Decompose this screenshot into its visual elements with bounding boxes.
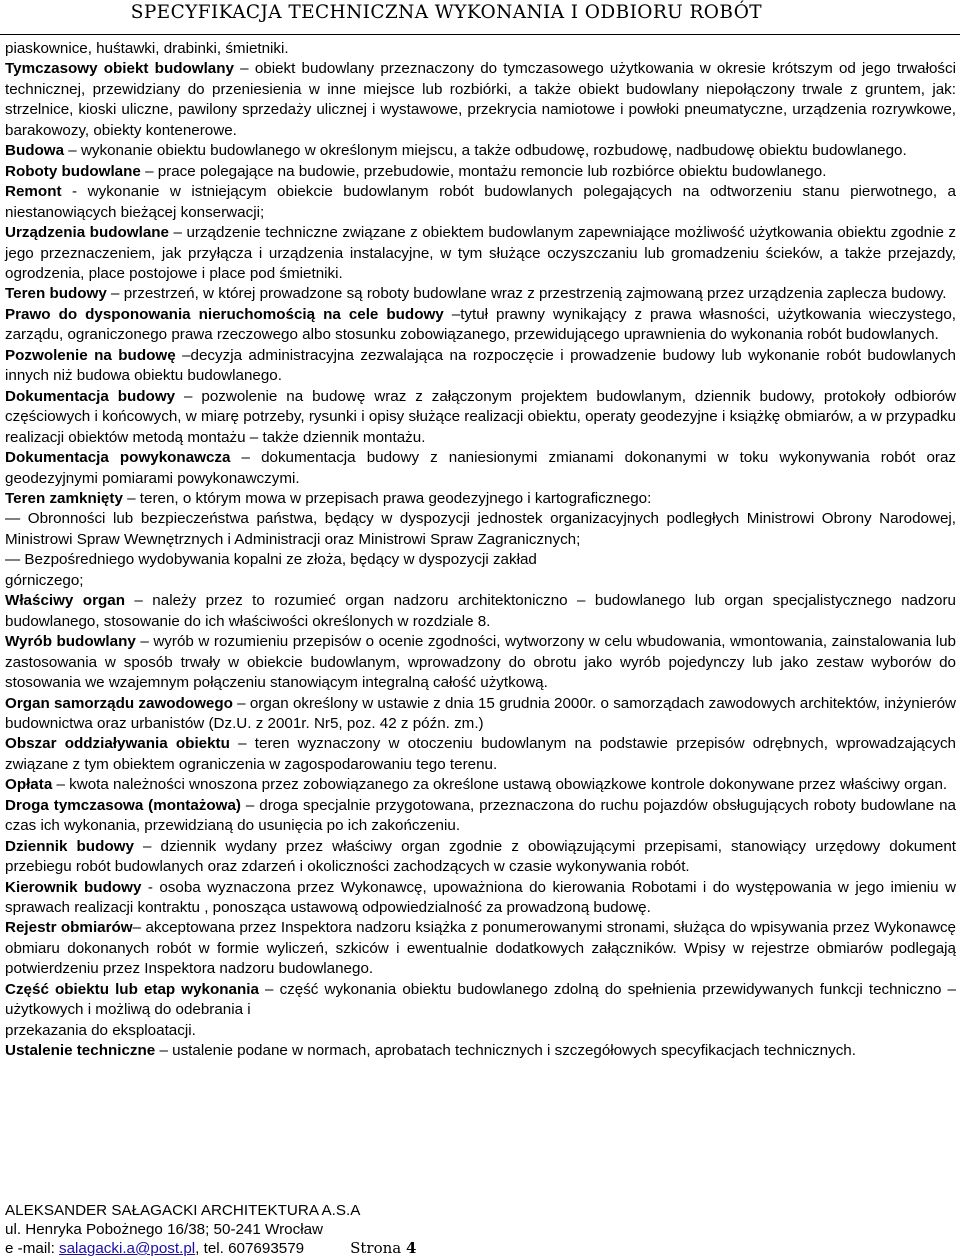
definition-term: Teren budowy: [5, 285, 107, 303]
page-header: [0, 2, 960, 35]
definition-text: droga specjalnie przygotowana, przeznaczona do ruchu pojazdów obsługujących roboty budowlane na czas ich wykonania, przewidzianą do usunięcia po ich zakończeniu.: [5, 796, 957, 835]
definition-paragraph: [5, 489, 956, 509]
definition-paragraph: [5, 571, 956, 591]
definition-separator: –: [229, 735, 255, 753]
definition-text: wyrób w rozumieniu przepisów o ocenie zgodności, wytworzony w celu wbudowania, wmontowania, zainstalowania lub zastosowania w sposób trwały w obiekcie budowlanym, wprowadzony do obrotu jako wyrób pojedynczy lub jako zestaw wyborów do stosowania we wzajemnym połączeniu stanowiącym integralną całość użytkową.: [5, 633, 956, 692]
definition-separator: –: [230, 449, 262, 467]
definition-separator: –: [443, 305, 461, 323]
definition-text: — Bezpośredniego wydobywania kopalni ze złoża, będący w dyspozycji zakład: [5, 551, 537, 569]
definition-text: kwota należności wnoszona przez zobowiązanego za określone ustawą obowiązkowe kontrole dokonywane przez właściwy organ.: [69, 776, 948, 794]
document-body: [5, 39, 956, 1062]
definition-text: organ określony w ustawie z dnia 15 grudnia 2000r. o samorządach zawodowych architektów, inżynierów budownictwa oraz urbanistów (Dz.U. z 2001r. Nr5, poz. 42 z późn. zm.): [5, 694, 956, 732]
definition-separator: –: [175, 387, 202, 405]
definition-term: Remont: [5, 183, 62, 201]
definition-term: Urządzenia budowlane: [5, 224, 169, 242]
definition-term: Właściwy organ: [5, 592, 125, 610]
definition-text: prace polegające na budowie, przebudowie, montażu remoncie lub rozbiórce obiektu budowlanego.: [157, 162, 827, 180]
definition-term: Rejestr obmiarów: [5, 919, 133, 937]
definition-separator: –: [52, 776, 70, 794]
definition-separator: –: [155, 1042, 173, 1060]
definition-separator: –: [232, 694, 250, 712]
definition-paragraph: [5, 162, 956, 182]
definition-paragraph: [5, 878, 956, 919]
definition-text: osoba wyznaczona przez Wykonawcę, upoważniona do kierowania Robotami i do występowania w jego imieniu w sprawach realizacji kontraktu , ponosząca ustawową odpowiedzialność za prowadzoną budowę.: [5, 878, 956, 917]
definition-paragraph: [5, 387, 956, 448]
definition-text: teren, o którym mowa w przepisach prawa geodezyjnego i kartograficznego:: [139, 489, 652, 507]
definition-paragraph: [5, 284, 956, 304]
footer-phone: , tel. 607693579: [195, 1240, 305, 1257]
page-footer: [5, 1201, 955, 1258]
definition-term: Teren zamknięty: [5, 489, 123, 507]
definition-separator: –: [135, 633, 154, 651]
definition-text: przestrzeń, w której prowadzone są roboty budowlane wraz z przestrzenią zajmowaną przez urządzenia zaplecza budowy.: [123, 285, 947, 303]
definition-text: pozwolenie na budowę wraz z załączonym projektem budowlanym, dziennik budowy, protokoły odbiorów częściowych i końcowych, w miarę potrzeby, rysunki i opisy służące realizacji obiektu, operaty geodezyjne i książkę obmiarów, a w przypadku realizacji obiektów metodą montażu – także dziennik montażu.: [5, 387, 956, 446]
header-title: SPECYFIKACJA TECHNICZNA WYKONANIA I ODBIORU ROBÓT: [130, 2, 762, 23]
definition-separator: -: [61, 183, 88, 201]
definition-paragraph: [5, 1041, 956, 1061]
definition-term: Pozwolenie na budowę: [5, 346, 176, 364]
definition-term: Organ samorządu zawodowego: [5, 694, 233, 712]
definition-paragraph: [5, 632, 956, 693]
definition-separator: –: [132, 919, 146, 937]
definition-text: tytuł prawny wynikający z prawa własności, użytkowania wieczystego, zarządu, ograniczonego prawa rzeczowego albo stosunku zobowiązanego, przewidującego uprawnienia do wykonania robót budowlanych.: [5, 305, 956, 344]
page-number-label: [350, 1239, 416, 1257]
definition-paragraph: [5, 346, 956, 387]
definition-term: Droga tymczasowa (montażowa): [5, 796, 241, 814]
definition-text: urządzenie techniczne związane z obiektem budowlanym zapewniające możliwość użytkowania obiektu zgodnie z jego przeznaczeniem, jak przyłącza i urządzenia instalacyjne, w tym służące oczyszczaniu lub gromadzeniu ścieków, a także przejazdy, ogrodzenia, place postojowe i place pod śmietniki.: [5, 224, 956, 282]
definition-paragraph: [5, 1021, 956, 1041]
definition-text: obiekt budowlany przeznaczony do tymczasowego użytkowania w okresie krótszym od jego trwałości technicznej, przewidziany do przeniesienia w inne miejsce lub rozbiórki, a także obiekt budowlany niepołączony trwale z gruntem, jak: strzelnice, kioski uliczne, pawilony sprzedaży ulicznej i wystawowe, przekrycia namiotowe i powłoki pneumatyczne, urządzenia rozrywkowe, barakowozy, obiekty kontenerowe.: [5, 60, 956, 139]
footer-contact: [5, 1239, 955, 1258]
definition-separator: –: [175, 346, 191, 364]
definition-term: Dokumentacja budowy: [5, 387, 176, 405]
definition-text: należy przez to rozumieć organ nadzoru architektoniczno – budowlanego lub organ specjalistycznego nadzoru budowlanego, stosowanie do ich właściwości określonych w rozdziale 8.: [5, 592, 956, 630]
definition-text: akceptowana przez Inspektora nadzoru książka z ponumerowanymi stronami, służąca do wpisywania przez Wykonawcę obmiaru dokonanych robót w formie wyliczeń, szkiców i ewentualnie dodatkowych załączników. Wpisy w rejestrze obmiarów podlegają potwierdzeniu przez Inspektora nadzoru budowlanego.: [5, 919, 956, 978]
definition-separator: –: [241, 796, 260, 814]
definition-text: decyzja administracyjna zezwalająca na rozpoczęcie i prowadzenie budowy lub wykonanie robót budowlanych innych niż budowa obiektu budowlanego.: [5, 346, 956, 385]
definition-paragraph: [5, 734, 956, 775]
definition-paragraph: [5, 305, 956, 346]
definition-text: część wykonania obiektu budowlanego zdolną do spełnienia przewidywanych funkcji techniczno – użytkowych i możliwą do odebrania i: [5, 980, 957, 1019]
definition-separator: -: [141, 878, 160, 896]
definition-separator: –: [125, 592, 153, 610]
definition-term: Roboty budowlane: [5, 162, 141, 180]
definition-term: Prawo do dysponowania nieruchomością na cele budowy: [5, 305, 444, 323]
definition-paragraph: [5, 980, 956, 1021]
definition-term: Dziennik budowy: [5, 837, 134, 855]
definition-text: wykonanie obiektu budowlanego w określonym miejscu, a także odbudowę, rozbudowę, nadbudowę obiektu budowlanego.: [80, 142, 907, 160]
definition-paragraph: [5, 182, 956, 223]
definition-paragraph: [5, 775, 956, 795]
definition-paragraph: [5, 141, 956, 161]
definition-term: Obszar oddziaływania obiektu: [5, 735, 230, 753]
definition-text: piaskownice, huśtawki, drabinki, śmietniki.: [5, 40, 289, 57]
definition-term: Ustalenie techniczne: [5, 1042, 156, 1060]
page-number: 4: [406, 1239, 417, 1257]
definition-paragraph: [5, 591, 956, 632]
definition-separator: –: [233, 60, 255, 78]
definition-term: Część obiektu lub etap wykonania: [5, 980, 259, 998]
definition-separator: –: [106, 285, 124, 303]
definition-separator: –: [258, 980, 280, 998]
definition-paragraph: [5, 694, 956, 735]
definition-term: Wyrób budowlany: [5, 633, 136, 651]
definition-separator: –: [140, 162, 158, 180]
footer-address: ul. Henryka Pobożnego 16/38; 50-241 Wrocław: [5, 1221, 324, 1238]
definition-term: Dokumentacja powykonawcza: [5, 449, 231, 467]
definition-term: Opłata: [5, 776, 53, 794]
definition-term: Kierownik budowy: [5, 878, 142, 896]
definition-separator: –: [133, 837, 161, 855]
footer-company: ALEKSANDER SAŁAGACKI ARCHITEKTURA A.S.A: [5, 1202, 361, 1219]
definition-separator: –: [169, 224, 187, 242]
definition-paragraph: [5, 837, 956, 878]
definition-separator: –: [122, 489, 140, 507]
definition-term: Tymczasowy obiekt budowlany: [5, 60, 234, 78]
definition-text: dokumentacja budowy z naniesionymi zmianami dokonanymi w toku wykonywania robót oraz geodezyjnymi pomiarami powykonawczymi.: [5, 449, 956, 487]
page-label: Strona: [350, 1239, 407, 1257]
definition-text: górniczego;: [5, 571, 84, 589]
footer-email-link[interactable]: salagacki.a@post.pl: [59, 1240, 196, 1257]
definition-paragraph: [5, 59, 956, 141]
definition-paragraph: [5, 796, 956, 837]
definition-paragraph: [5, 509, 956, 550]
definition-text: teren wyznaczony w otoczeniu budowlanym na podstawie przepisów odrębnych, wprowadzających związane z tym obiektem ograniczenia w zagospodarowaniu tego terenu.: [5, 735, 957, 773]
definition-text: ustalenie podane w normach, aprobatach technicznych i szczegółowych specyfikacjach technicznych.: [172, 1042, 856, 1060]
definition-separator: –: [64, 142, 81, 160]
definition-text: — Obronności lub bezpieczeństwa państwa, będący w dyspozycji jednostek organizacyjnych podległych Ministrowi Obrony Narodowej, Ministrowi Spraw Wewnętrznych i Administracji oraz Ministrowi Spraw Zagranicznych;: [5, 510, 956, 548]
definition-paragraph: [5, 448, 956, 489]
footer-email-label: e -mail:: [5, 1240, 60, 1257]
definition-paragraph: [5, 223, 956, 284]
definition-term: Budowa: [5, 142, 65, 160]
definition-text: dziennik wydany przez właściwy organ zgodnie z obowiązującymi przepisami, stanowiący urzędowy dokument przebiegu robót budowlanych oraz zdarzeń i okoliczności zachodzących w czasie wykonywania robót.: [5, 837, 956, 876]
definition-paragraph: [5, 39, 956, 59]
definition-text: przekazania do eksploatacji.: [5, 1021, 196, 1039]
definition-paragraph: [5, 550, 956, 570]
definition-paragraph: [5, 918, 956, 979]
definition-text: wykonanie w istniejącym obiekcie budowlanym robót budowlanych polegających na odtworzeniu stanu pierwotnego, a niestanowiących bieżącej konserwacji;: [5, 183, 957, 221]
